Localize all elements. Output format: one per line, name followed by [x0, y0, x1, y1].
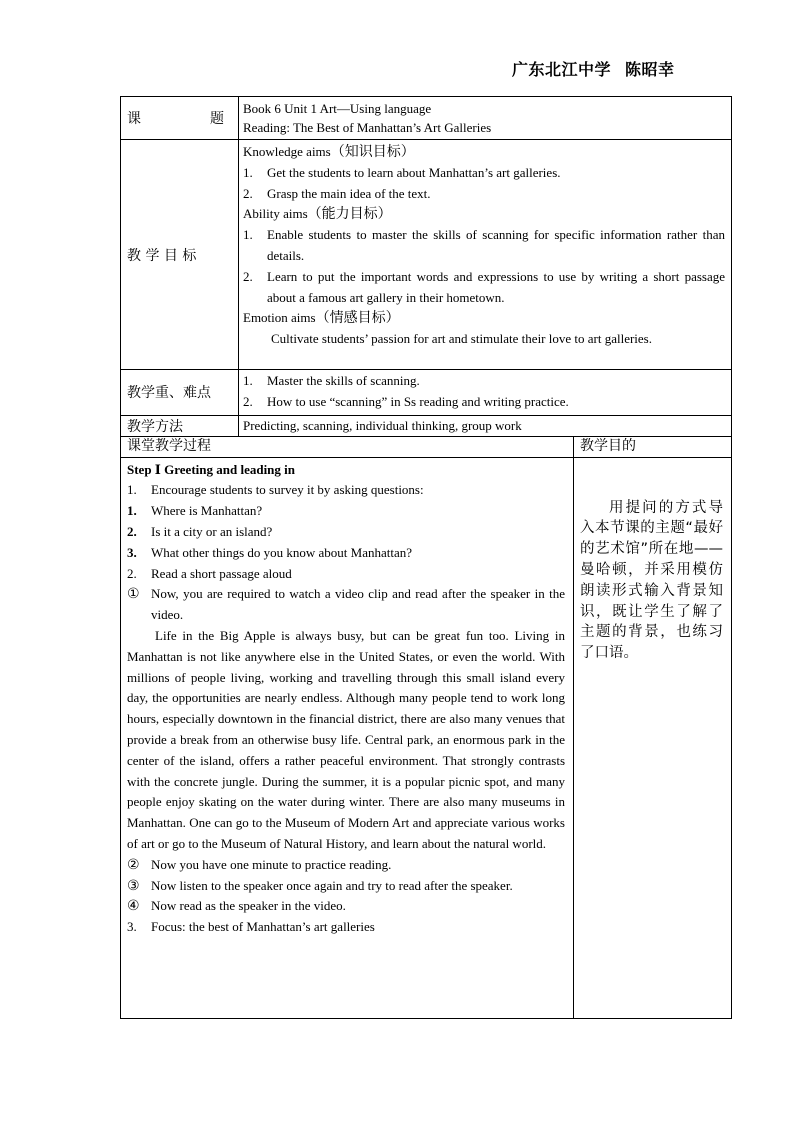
question-item: 1. Where is Manhattan? — [127, 503, 263, 519]
process-row — [121, 457, 732, 1018]
process-column-header: 课堂教学过程 — [121, 436, 574, 457]
methods-text: Predicting, scanning, individual thinking, group work — [243, 417, 522, 433]
topic-label-left: 课 — [127, 111, 141, 127]
topic-content — [239, 97, 732, 140]
question-item: 3. What other things do you know about Manhattan? — [127, 544, 413, 560]
author-name: 陈昭幸 — [625, 60, 675, 79]
focus-label: 教学重、难点 — [121, 370, 239, 416]
teaching-purpose-text: 用提问的方式导入本节课的主题“最好的艺术馆”所在地——曼哈顿，并采用模仿朗读形式输入背景知识，既让学生了解了主题的背景，也练习了口语。 — [574, 457, 732, 1018]
ability-item: 2. Learn to put the important words and expressions to use by writing a short passage about a famous art gallery in their hometown. — [243, 268, 725, 305]
topic-label-right: 题 — [210, 111, 224, 127]
emotion-aims-text: Cultivate students’ passion for art and stimulate their love to art galleries. — [271, 331, 652, 347]
topic-line-1: Book 6 Unit 1 Art—Using language — [243, 101, 432, 116]
process-content — [121, 457, 574, 1018]
sub-step-item: ② Now you have one minute to practice reading. — [127, 856, 392, 873]
focus-content — [239, 370, 732, 416]
methods-label: 教学方法 — [121, 415, 239, 436]
focus-item: 1. Master the skills of scanning. — [243, 373, 420, 388]
topic-row — [121, 97, 732, 140]
sub-step-item: ① Now, you are required to watch a video clip and read after the speaker in the video. — [127, 586, 565, 623]
topic-label — [121, 97, 239, 140]
ability-aims-title: Ability aims（能力目标） — [243, 206, 392, 223]
sub-step-item: ④ Now read as the speaker in the video. — [127, 898, 346, 915]
topic-line-2: Reading: The Best of Manhattan’s Art Galleries — [243, 120, 492, 135]
question-item: 2. Is it a city or an island? — [127, 523, 273, 539]
knowledge-item: 1. Get the students to learn about Manhattan’s art galleries. — [243, 164, 561, 180]
sub-step-item: ③ Now listen to the speaker once again and try to read after the speaker. — [127, 877, 513, 894]
knowledge-aims-title: Knowledge aims（知识目标） — [243, 144, 415, 160]
school-name: 广东北江中学 — [512, 60, 612, 79]
objectives-row — [121, 140, 732, 370]
process-step-item: 3. Focus: the best of Manhattan’s art galleries — [127, 919, 375, 935]
objectives-label: 教 学 目 标 — [121, 140, 239, 370]
methods-row — [121, 415, 732, 436]
focus-item: 2. How to use “scanning” in Ss reading and writing practice. — [243, 393, 569, 409]
process-step-item: 1. Encourage students to survey it by asking questions: — [127, 482, 424, 498]
step-title: Step Ⅰ Greeting and leading in — [127, 461, 296, 477]
methods-content — [239, 415, 732, 436]
reading-passage: Life in the Big Apple is always busy, but can be great fun too. Living in Manhattan is not like anywhere else in the United States, or even the world. With millions of people living, working and travelling through this small island every day, the opportunities are nearly endless. Although many people tend to work long hours, especially downtown in the financial district, there are also many venues that provide a break from an otherwise busy life. Central park, an enormous park in the center of the island, offers a rather peaceful environment. That strongly contrasts with the concrete jungle. During the summer, it is a popular picnic spot, and many people enjoy skating on the water during winter. There are also many museums in Manhattan. One can go to the Museum of Modern Art and appreciate various works of art or go to the Museum of Natural History, and learn about the natural world. — [127, 627, 565, 851]
lesson-plan-table — [120, 96, 732, 1019]
objectives-content — [239, 140, 732, 370]
purpose-column-header: 教学目的 — [574, 436, 732, 457]
knowledge-item: 2. Grasp the main idea of the text. — [243, 185, 431, 201]
ability-item: 1. Enable students to master the skills of scanning for specific information rather than details. — [243, 227, 725, 263]
process-step-item: 2. Read a short passage aloud — [127, 565, 292, 581]
document-header — [512, 57, 675, 80]
process-header-row — [121, 436, 732, 457]
emotion-aims-title: Emotion aims（情感目标） — [243, 310, 400, 327]
focus-row — [121, 370, 732, 416]
